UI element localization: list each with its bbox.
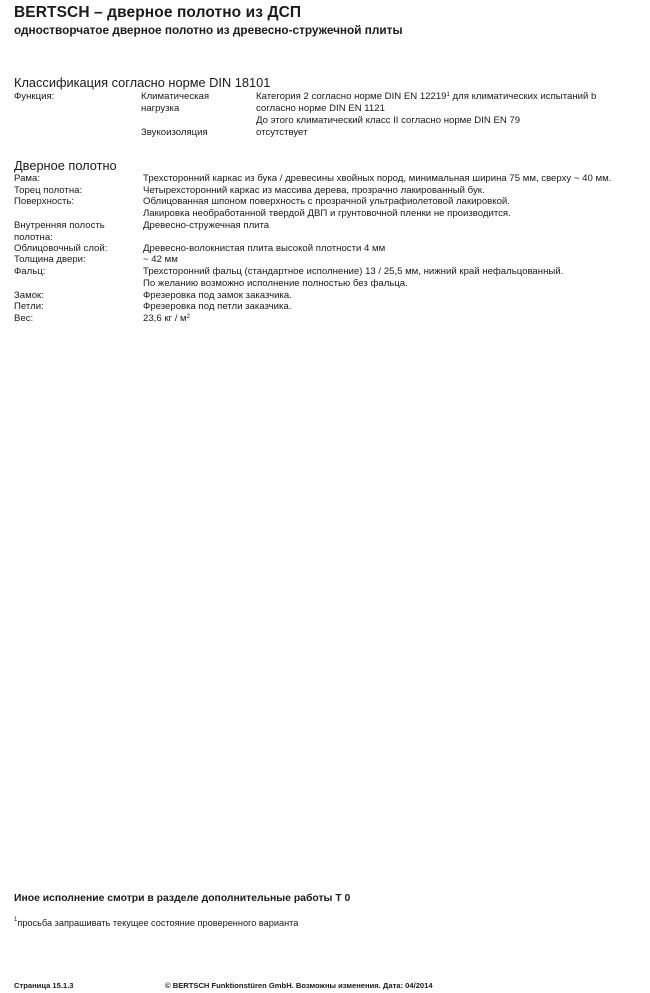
edge-value: Четырехсторонний каркас из массива дерева, прозрачно лакированный бук. (143, 185, 485, 196)
weight-label: Вес: (14, 313, 34, 324)
climate-label-line1: Климатическая (141, 91, 210, 102)
rebate-value-line1: Трехсторонний фальц (стандартное исполнение) 13 / 25,5 мм, нижний край нефальцованный. (143, 266, 564, 277)
classification-heading: Классификация согласно норме DIN 18101 (14, 75, 271, 90)
other-version-note: Иное исполнение смотри в разделе дополнительные работы T 0 (14, 893, 351, 904)
surface-label: Поверхность: (14, 196, 75, 207)
document-subtitle: одностворчатое дверное полотно из древесно-стружечной плиты (14, 23, 403, 37)
door-leaf-heading: Дверное полотно (14, 158, 117, 173)
weight-unit-exponent: 2 (186, 314, 190, 320)
frame-value: Трехсторонний каркас из бука / древесины хвойных пород, минимальная ширина 75 мм, сверху ~ 40 мм. (143, 173, 612, 184)
document-title: BERTSCH – дверное полотно из ДСП (14, 4, 302, 21)
thickness-label: Толщина двери: (14, 254, 86, 265)
climate-value-line2: согласно норме DIN EN 1121 (256, 103, 385, 114)
inner-label-line2: полотна: (14, 232, 53, 243)
footnote-ref: 1 (446, 92, 450, 98)
rebate-label: Фальц: (14, 266, 46, 277)
climate-value-line1: Категория 2 согласно норме DIN EN 12219$^1$ для климатических испытаний b (256, 91, 597, 102)
hinges-value: Фрезеровка под петли заказчика. (143, 301, 292, 312)
sound-label: Звукоизоляция (141, 127, 208, 138)
weight-value: 23,6 кг / $м^2$ (143, 313, 190, 324)
sound-value: отсутствует (256, 127, 308, 138)
rebate-value-line2: По желанию возможно исполнение полностью без фальца. (143, 278, 408, 289)
footnote: $^1$просьба запрашивать текущее состояние проверенного варианта (14, 917, 299, 928)
climate-value-line3: До этого климатический класс II согласно норме DIN EN 79 (256, 115, 521, 126)
facing-value: Древесно-волокнистая плита высокой плотности 4 мм (143, 243, 386, 254)
edge-label: Торец полотна: (14, 185, 83, 196)
inner-label-line1: Внутренняя полость (14, 220, 105, 231)
hinges-label: Петли: (14, 301, 44, 312)
inner-value: Древесно-стружечная плита (143, 220, 270, 231)
footnote-marker: 1 (14, 917, 18, 923)
function-label: Функция: (14, 91, 55, 102)
climate-label-line2: нагрузка (141, 103, 180, 114)
lock-label: Замок: (14, 290, 44, 301)
surface-value-line2: Лакировка необработанной твердой ДВП и грунтовочной пленки не производится. (143, 208, 511, 219)
copyright-notice: © BERTSCH Funktionstüren GmbH. Возможны изменения. Дата: 04/2014 (165, 981, 433, 990)
frame-label: Рама: (14, 173, 41, 184)
page-number: Страница 15.1.3 (14, 981, 74, 990)
lock-value: Фрезеровка под замок заказчика. (143, 290, 292, 301)
surface-value-line1: Облицованная шпоном поверхность с прозрачной ультрафиолетовой лакировкой. (143, 196, 510, 207)
thickness-value: ~ 42 мм (143, 254, 178, 265)
facing-label: Облицовочный слой: (14, 243, 108, 254)
